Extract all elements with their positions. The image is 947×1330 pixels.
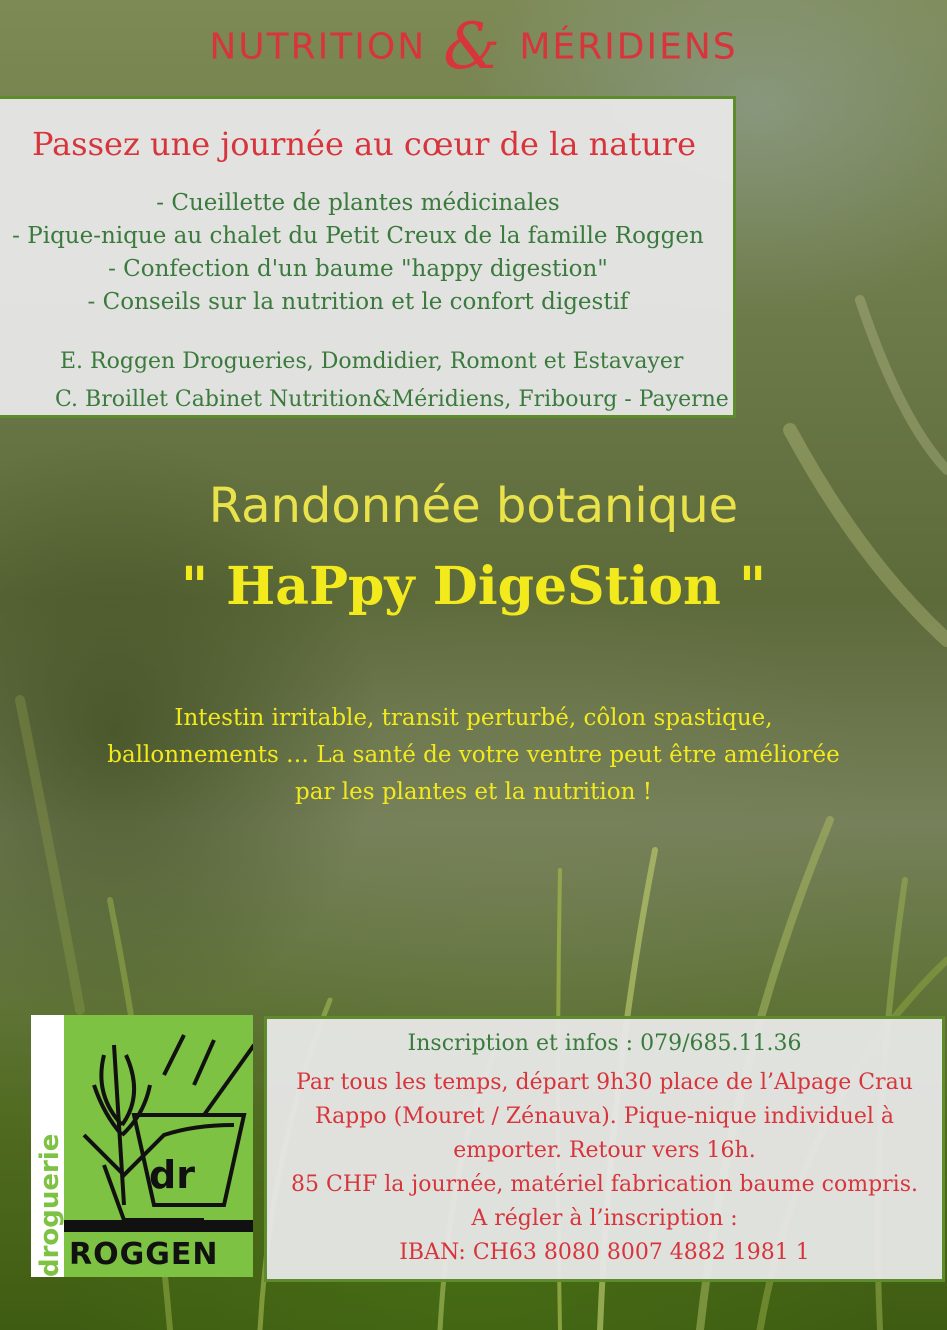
detail-line: emporter. Retour vers 16h. xyxy=(453,1138,756,1163)
logo-droguerie: droguerie xyxy=(35,1133,65,1277)
brand-meridiens: MÉRIDIENS xyxy=(519,26,738,68)
partners xyxy=(0,343,736,419)
event-subtitle: " HaPpy DigeStion " xyxy=(180,556,767,617)
logo-dr-mark: dr xyxy=(149,1153,195,1197)
list-item: - Cueillette de plantes médicinales xyxy=(156,190,560,216)
detail-line: 85 CHF la journée, matériel fabrication baume compris. xyxy=(291,1172,918,1197)
program-heading: Passez une journée au cœur de la nature xyxy=(32,125,697,163)
brand-nutrition: NUTRITION xyxy=(209,26,427,68)
list-item: - Conseils sur la nutrition et le confort digestif xyxy=(87,289,629,315)
logo-roggen: ROGGEN xyxy=(69,1237,219,1272)
brand-ampersand: & xyxy=(443,10,503,84)
program-box xyxy=(0,96,736,418)
detail-line: Par tous les temps, départ 9h30 place de l’Alpage Crau xyxy=(296,1070,913,1095)
list-item: - Confection d'un baume "happy digestion" xyxy=(108,256,608,282)
intro-line: ballonnements … La santé de votre ventre peut être améliorée xyxy=(107,742,840,768)
program-list xyxy=(0,187,716,319)
intro-text xyxy=(60,700,887,811)
intro-line: Intestin irritable, transit perturbé, côlon spastique, xyxy=(174,705,773,731)
event-details xyxy=(267,1066,942,1270)
intro-line: par les plantes et la nutrition ! xyxy=(295,779,652,805)
info-box xyxy=(264,1016,945,1282)
list-item: - Pique-nique au chalet du Petit Creux de la famille Roggen xyxy=(12,223,704,249)
partner-broillet: C. Broillet Cabinet Nutrition&Méridiens, Fribourg - Payerne xyxy=(55,387,729,412)
detail-line: A régler à l’inscription : xyxy=(471,1206,738,1231)
contact-line: Inscription et infos : 079/685.11.36 xyxy=(407,1031,802,1056)
partner-roggen: E. Roggen Drogueries, Domdidier, Romont et Estavayer xyxy=(60,349,684,374)
detail-line: Rappo (Mouret / Zénauva). Pique-nique individuel à xyxy=(315,1104,894,1129)
event-title: Randonnée botanique xyxy=(208,478,739,534)
brand-logo xyxy=(0,10,947,84)
iban-line: IBAN: CH63 8080 8007 4882 1981 1 xyxy=(399,1240,810,1265)
droguerie-roggen-logo xyxy=(31,1015,253,1277)
